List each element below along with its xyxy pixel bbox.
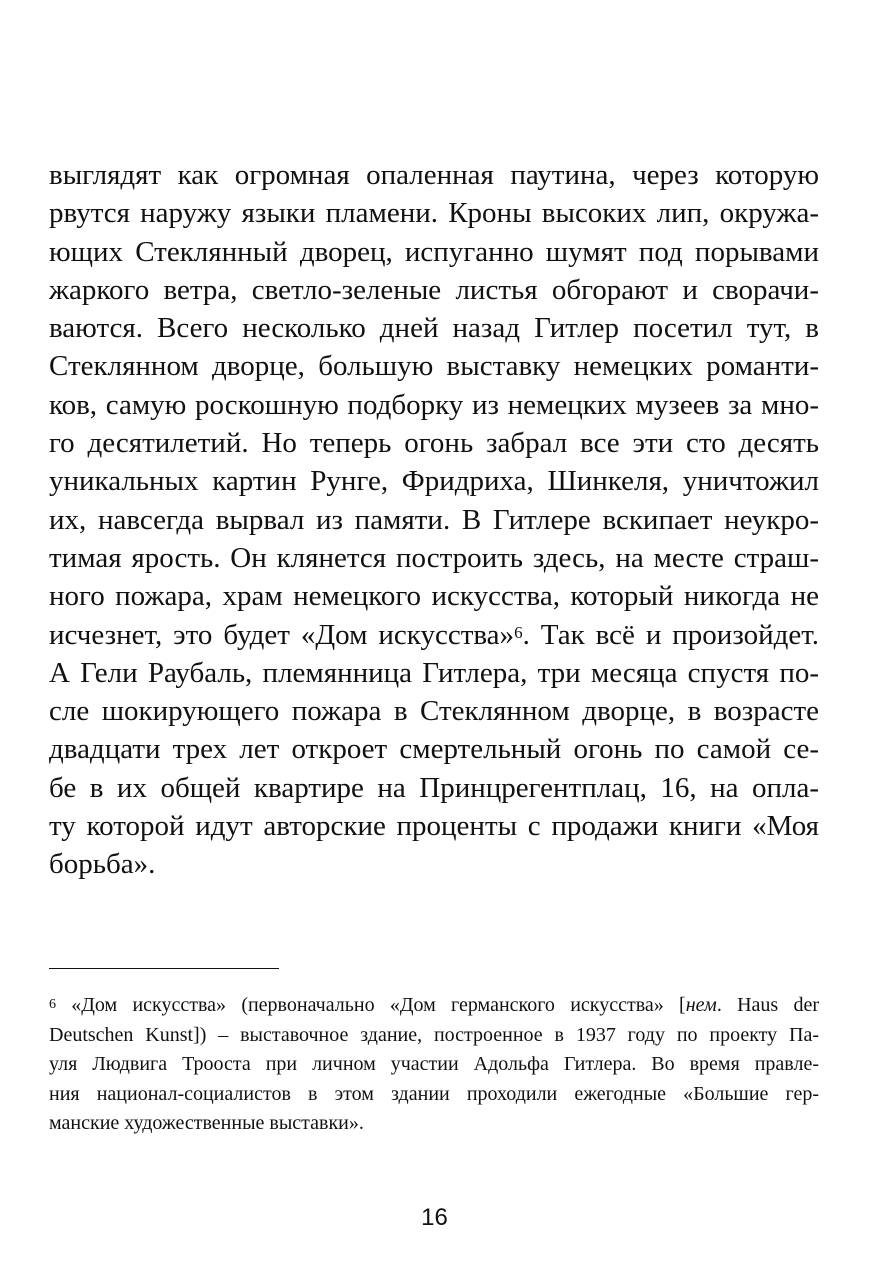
text-line: рвутся наружу языки пламени. Кроны высоких лип, окружа- bbox=[49, 197, 819, 230]
text-line: го десятилетий. Но теперь огонь забрал все эти сто десять bbox=[49, 427, 819, 460]
footnote-number: 6 bbox=[49, 997, 56, 1012]
text-line: ного пожара, храм немецкого искусства, который никогда не bbox=[49, 580, 819, 613]
text-line: Стеклянном дворце, большую выставку немецких романти- bbox=[49, 350, 819, 383]
text-line-with-footnote-ref bbox=[49, 616, 819, 654]
text-line: их, навсегда вырвал из памяти. В Гитлере вскипает неукро- bbox=[49, 503, 819, 536]
text-line: ту которой идут авторские проценты с продажи книги «Моя bbox=[49, 810, 819, 843]
text-line: ющих Стеклянный дворец, испуганно шумят под порывами bbox=[49, 235, 819, 268]
text-line: А Гели Раубаль, племянница Гитлера, три месяца спустя по- bbox=[49, 656, 819, 689]
text-line: сле шокирующего пожара в Стеклянном дворце, в возрасте bbox=[49, 695, 819, 728]
text-fragment: исчезнет, это будет «Дом искусства» bbox=[49, 618, 515, 651]
footnote-line: Deutschen Kunst]) – выставочное здание, построенное в 1937 году по проекту Па- bbox=[49, 1023, 819, 1046]
footnote-fragment: . Haus der bbox=[716, 994, 820, 1016]
text-line: ваются. Всего несколько дней назад Гитлер посетил тут, в bbox=[49, 312, 819, 345]
text-line: ков, самую роскошную подборку из немецких музеев за мно- bbox=[49, 388, 819, 421]
footnote-fragment: «Дом искусства» (первоначально «Дом германского искусства» [ bbox=[56, 994, 686, 1016]
footnote-reference[interactable]: 6 bbox=[514, 622, 523, 642]
footnote-line: ния национал-социалистов в этом здании проходили ежегодные «Большие гер- bbox=[49, 1082, 819, 1105]
page-number: 16 bbox=[421, 1204, 448, 1231]
text-line: уникальных картин Рунге, Фридриха, Шинкеля, уничтожил bbox=[49, 465, 819, 498]
footnote-line: уля Людвига Трооста при личном участии Адольфа Гитлера. Во время правле- bbox=[49, 1053, 819, 1075]
text-line: борьба». bbox=[49, 848, 156, 881]
text-fragment: . Так всё и произойдет. bbox=[522, 618, 819, 651]
footnote-separator bbox=[49, 968, 279, 969]
text-line: тимая ярость. Он клянется построить здесь, на месте страш- bbox=[49, 541, 819, 574]
footnote-line: манские художественные выставки». bbox=[49, 1112, 364, 1134]
text-line: выглядят как огромная опаленная паутина, через которую bbox=[49, 159, 819, 191]
body-text bbox=[49, 156, 819, 884]
footnote-line bbox=[49, 991, 819, 1021]
text-line: жаркого ветра, светло-зеленые листья обгорают и сворачи- bbox=[49, 273, 819, 306]
footnote bbox=[49, 991, 819, 1139]
text-line: двадцати трех лет откроет смертельный огонь по самой се- bbox=[49, 733, 819, 766]
text-line: бе в их общей квартире на Принцрегентплац, 16, на опла- bbox=[49, 771, 819, 804]
footnote-italic-abbr: нем bbox=[685, 994, 717, 1016]
